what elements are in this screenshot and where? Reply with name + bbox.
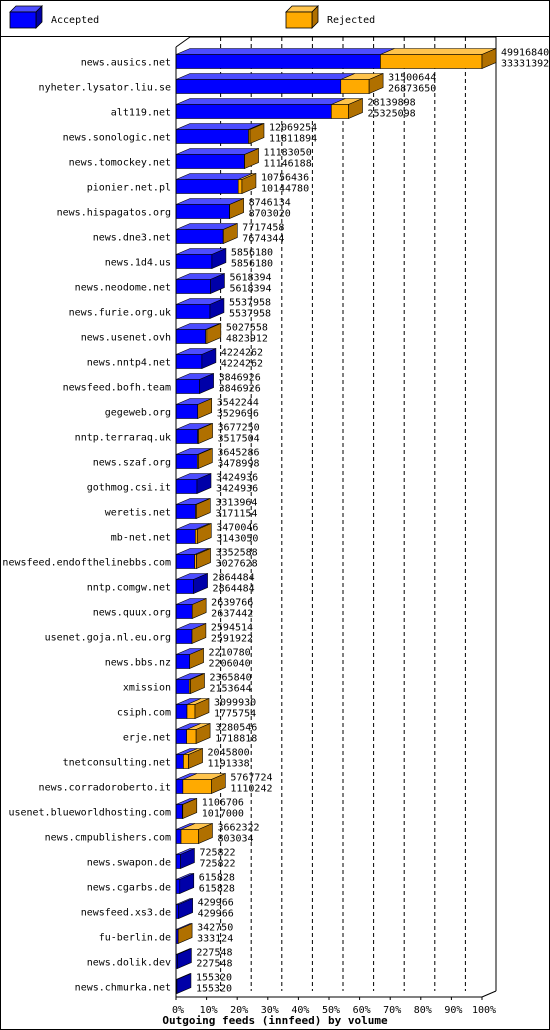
offered-value-label: 342750: [197, 922, 234, 934]
offered-value-label: 725822: [199, 847, 236, 859]
accepted-value-label: 8703020: [248, 208, 291, 220]
offered-value-label: 3424936: [215, 472, 259, 484]
accepted-bar-top: [176, 99, 345, 105]
rejected-swatch: [286, 12, 312, 28]
accepted-swatch: [10, 12, 36, 28]
offered-value-label: 227548: [196, 947, 233, 959]
accepted-bar-side: [177, 974, 191, 994]
accepted-bar: [176, 455, 197, 469]
accepted-bar: [176, 405, 198, 419]
accepted-value-label: 2153644: [209, 683, 252, 695]
offered-value-label: 49916840: [501, 47, 550, 59]
accepted-bar: [176, 330, 206, 344]
offered-value-label: 5856180: [230, 247, 274, 259]
accepted-value-label: 1017000: [201, 808, 244, 820]
category-label: mb-net.net: [110, 532, 171, 544]
accepted-value-label: 5618394: [229, 283, 272, 295]
accepted-value-label: 4224262: [220, 358, 264, 370]
category-label: alt119.net: [110, 107, 171, 119]
category-label: news.dne3.net: [92, 232, 171, 244]
category-label: news.ausics.net: [80, 57, 171, 69]
accepted-bar: [176, 380, 200, 394]
accepted-bar: [176, 680, 189, 694]
category-label: news.furie.org.uk: [68, 307, 171, 319]
accepted-bar-side: [180, 874, 194, 894]
category-label: usenet.blueworldhosting.com: [8, 807, 171, 819]
accepted-value-label: 3846926: [218, 383, 261, 395]
accepted-bar: [176, 80, 341, 94]
rejected-bar: [331, 105, 348, 119]
offered-value-label: 155320: [195, 972, 233, 984]
category-label: news.szaf.org: [92, 457, 171, 469]
accepted-bar: [176, 505, 195, 519]
rejected-bar: [380, 55, 482, 69]
category-label: newsfeed.endofthelinebbs.com: [2, 557, 171, 569]
accepted-bar: [176, 630, 192, 644]
accepted-value-label: 1191338: [207, 758, 250, 770]
category-label: erje.net: [122, 732, 171, 744]
floor-right-edge: [482, 991, 496, 997]
accepted-value-label: 11811894: [268, 133, 318, 145]
category-label: pionier.net.pl: [86, 182, 171, 194]
category-label: csiph.com: [116, 707, 171, 719]
accepted-bar: [176, 105, 331, 119]
category-label: tnetconsulting.net: [62, 757, 171, 769]
offered-value-label: 3280546: [215, 722, 258, 734]
category-label: gegeweb.org: [104, 407, 171, 419]
category-label: xmission: [122, 682, 171, 694]
accepted-bar: [176, 705, 187, 719]
offered-value-label: 429966: [197, 897, 234, 909]
accepted-bar: [176, 355, 202, 369]
category-label: fu-berlin.de: [98, 932, 171, 944]
category-label: news.bbs.nz: [104, 657, 171, 669]
accepted-bar: [176, 180, 238, 194]
accepted-bar: [176, 755, 183, 769]
accepted-value-label: 3171154: [215, 508, 258, 520]
accepted-bar-top: [176, 74, 355, 80]
category-label: news.sonologic.net: [62, 132, 171, 144]
x-tick-label: 40%: [291, 1005, 310, 1016]
offered-value-label: 2864484: [212, 572, 255, 584]
offered-value-label: 3313964: [215, 497, 258, 509]
category-label: news.usenet.ovh: [80, 332, 171, 344]
accepted-value-label: 26873650: [388, 83, 437, 95]
accepted-bar: [176, 205, 229, 219]
rejected-bar: [238, 180, 242, 194]
x-axis-title: Outgoing feeds (innfeed) by volume: [162, 1014, 388, 1027]
accepted-bar: [176, 655, 190, 669]
category-label: news.hispagatos.org: [56, 207, 171, 219]
accepted-bar-top: [176, 149, 258, 155]
accepted-bar: [176, 605, 192, 619]
accepted-value-label: 333124: [197, 933, 234, 945]
accepted-value-label: 10144780: [260, 183, 310, 195]
offered-value-label: 3645286: [217, 447, 260, 459]
accepted-bar: [176, 255, 212, 269]
x-tick-label: 90%: [444, 1005, 463, 1016]
x-tick-label: 50%: [321, 1005, 341, 1016]
accepted-value-label: 155320: [195, 983, 233, 995]
offered-value-label: 2045800: [207, 747, 250, 759]
category-label: news.swapon.de: [86, 857, 171, 869]
offered-value-label: 28139898: [367, 97, 416, 109]
offered-value-label: 3352588: [215, 547, 258, 559]
accepted-value-label: 25325098: [367, 108, 416, 120]
accepted-value-label: 5856180: [230, 258, 274, 270]
accepted-value-label: 1775754: [214, 708, 257, 720]
accepted-bar-top: [176, 174, 252, 180]
accepted-value-label: 7674344: [242, 233, 285, 245]
category-label: news.corradoroberto.it: [38, 782, 171, 794]
x-tick-label: 70%: [383, 1005, 402, 1016]
rejected-bar: [181, 830, 199, 844]
accepted-value-label: 3529696: [216, 408, 259, 420]
rejected-bar: [187, 705, 195, 719]
accepted-bar: [176, 430, 198, 444]
accepted-value-label: 615828: [198, 883, 235, 895]
category-label: newsfeed.xs3.de: [80, 907, 171, 919]
offered-value-label: 2210780: [208, 647, 251, 659]
category-label: news.cgarbs.de: [86, 882, 171, 894]
accepted-bar: [176, 830, 181, 844]
offered-value-label: 11183050: [263, 147, 312, 159]
accepted-value-label: 33331392: [501, 58, 550, 70]
accepted-value-label: 3478998: [217, 458, 260, 470]
category-label: news.chmurka.net: [74, 982, 171, 994]
accepted-value-label: 3143050: [216, 533, 259, 545]
category-label: news.nntp4.net: [86, 357, 171, 369]
accepted-bar: [176, 530, 195, 544]
accepted-bar: [176, 305, 210, 319]
accepted-value-label: 1110242: [230, 783, 273, 795]
accepted-bar: [176, 280, 210, 294]
accepted-value-label: 4823912: [225, 333, 268, 345]
y-axis-depth-edge: [176, 37, 190, 47]
x-tick-label: 10%: [199, 1005, 218, 1016]
offered-value-label: 3846926: [218, 372, 261, 384]
accepted-value-label: 2591922: [210, 633, 254, 645]
offered-value-label: 2639766: [211, 597, 254, 609]
accepted-bar: [176, 230, 223, 244]
category-label: gothmog.csi.it: [86, 482, 171, 494]
offered-value-label: 1106706: [201, 797, 244, 809]
accepted-bar-top: [176, 124, 262, 130]
accepted-bar: [176, 730, 187, 744]
offered-value-label: 31500644: [388, 72, 437, 84]
category-label: news.neodome.net: [74, 282, 171, 294]
rejected-bar: [183, 780, 212, 794]
accepted-value-label: 227548: [196, 958, 233, 970]
accepted-value-label: 2206040: [208, 658, 251, 670]
rejected-bar-top: [380, 49, 496, 55]
accepted-bar: [176, 880, 180, 894]
accepted-bar: [176, 855, 180, 869]
accepted-value-label: 429966: [197, 908, 234, 920]
accepted-value-label: 3027628: [215, 558, 258, 570]
category-label: weretis.net: [104, 507, 171, 519]
rejected-legend-label: Rejected: [327, 15, 376, 26]
offered-value-label: 4224262: [220, 347, 264, 359]
accepted-bar-side: [179, 899, 193, 919]
offered-value-label: 5027558: [225, 322, 268, 334]
offered-value-label: 7717458: [242, 222, 285, 234]
offered-value-label: 12069254: [268, 122, 318, 134]
category-label: nyheter.lysator.liu.se: [38, 82, 171, 94]
accepted-value-label: 3424936: [215, 483, 259, 495]
accepted-value-label: 725822: [199, 858, 236, 870]
accepted-value-label: 5537958: [228, 308, 272, 320]
rejected-bar: [195, 530, 197, 544]
accepted-bar: [176, 555, 195, 569]
category-label: news.quux.org: [92, 607, 171, 619]
accepted-bar: [176, 155, 244, 169]
category-label: nntp.terraraq.uk: [74, 432, 171, 444]
offered-value-label: 8746134: [248, 197, 291, 209]
offered-value-label: 3099930: [214, 697, 257, 709]
x-tick-label: 20%: [230, 1005, 249, 1016]
accepted-bar: [176, 580, 194, 594]
rejected-bar: [183, 755, 188, 769]
accepted-bar: [176, 780, 183, 794]
x-tick-label: 80%: [413, 1005, 432, 1016]
accepted-value-label: 1718818: [215, 733, 258, 745]
category-label: news.cmpublishers.com: [44, 832, 171, 844]
offered-value-label: 5618394: [229, 272, 272, 284]
category-label: usenet.goja.nl.eu.org: [44, 632, 171, 644]
accepted-value-label: 3517504: [217, 433, 260, 445]
x-tick-label: 30%: [260, 1005, 279, 1016]
accepted-bar: [176, 480, 197, 494]
offered-value-label: 2594514: [210, 622, 254, 634]
category-label: newsfeed.bofh.team: [62, 382, 171, 394]
rejected-bar: [187, 730, 197, 744]
accepted-bar: [176, 55, 380, 69]
x-tick-label: 100%: [471, 1005, 497, 1016]
offered-value-label: 5767724: [230, 772, 273, 784]
category-label: news.1d4.us: [104, 257, 171, 269]
accepted-value-label: 2637442: [211, 608, 254, 620]
accepted-value-label: 803034: [217, 833, 254, 845]
x-tick-label: 60%: [352, 1005, 371, 1016]
offered-value-label: 3470046: [216, 522, 259, 534]
offered-value-label: 5537958: [228, 297, 272, 309]
accepted-bar: [176, 130, 248, 144]
offered-value-label: 2365840: [209, 672, 252, 684]
category-label: nntp.comgw.net: [86, 582, 171, 594]
offered-value-label: 3542244: [216, 397, 259, 409]
offered-value-label: 3662322: [217, 822, 260, 834]
accepted-bar-side: [177, 949, 191, 969]
accepted-bar-top: [176, 49, 394, 55]
rejected-bar: [341, 80, 369, 94]
accepted-bar: [176, 805, 182, 819]
offered-value-label: 615828: [198, 872, 235, 884]
offered-value-label: 3677250: [217, 422, 260, 434]
x-tick-label: 0%: [171, 1005, 185, 1016]
accepted-legend-label: Accepted: [51, 15, 100, 26]
accepted-value-label: 11146188: [263, 158, 312, 170]
accepted-value-label: 2864484: [212, 583, 255, 595]
offered-value-label: 10756436: [260, 172, 310, 184]
category-label: news.dolik.dev: [86, 957, 171, 969]
category-label: news.tomockey.net: [68, 157, 171, 169]
